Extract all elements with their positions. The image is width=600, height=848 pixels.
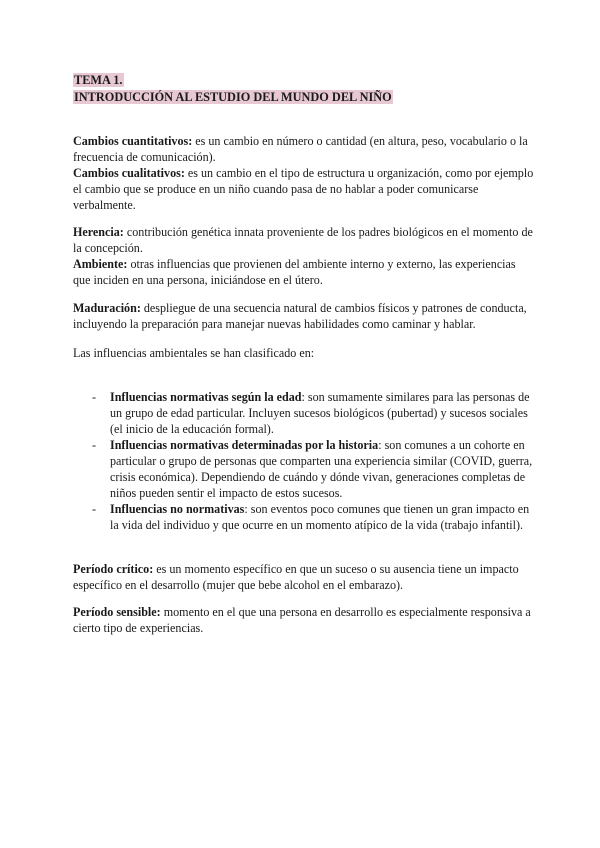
periodo-sensible-section xyxy=(73,604,535,636)
influencia-definition: : son eventos poco comunes que tienen un gran impacto en la vida del individuo y que ocurre en un momento atípico de la vida (trabajo infantil). xyxy=(110,502,530,532)
cambios-cualitativos-term: Cambios cualitativos: xyxy=(73,166,185,180)
cambios-cualitativos-definition: es un cambio en el tipo de estructura u organización, como por ejemplo el cambio que se produce en un niño cuando pasa de no hablar a poder comunicarse verbalmente. xyxy=(73,166,534,212)
periodo-critico-paragraph xyxy=(73,561,535,593)
influencias-intro-text: Las influencias ambientales se han clasificado en: xyxy=(73,346,315,360)
periodo-sensible-term: Período sensible: xyxy=(73,605,161,619)
ambiente-term: Ambiente: xyxy=(73,257,128,271)
list-item xyxy=(73,437,535,501)
maduracion-term: Maduración: xyxy=(73,301,141,315)
cambios-cuantitativos-paragraph xyxy=(73,133,535,165)
periodo-critico-section xyxy=(73,561,535,593)
periodo-critico-definition: es un momento específico en que un suceso o su ausencia tiene un impacto específico en el desarrollo (mujer que bebe alcohol en el embarazo). xyxy=(73,562,519,592)
cambios-cuantitativos-term: Cambios cuantitativos: xyxy=(73,134,193,148)
herencia-definition: contribución genética innata proveniente de los padres biológicos en el momento de la concepción. xyxy=(73,225,533,255)
periodo-sensible-definition: momento en el que una persona en desarrollo es especialmente responsiva a cierto tipo de experiencias. xyxy=(73,605,531,635)
periodo-critico-term: Período crítico: xyxy=(73,562,154,576)
influencia-definition: : son sumamente similares para las personas de un grupo de edad particular. Incluyen sucesos biológicos (pubertad) y sucesos sociales (el inicio de la educación formal). xyxy=(110,390,530,436)
influencia-term: Influencias no normativas xyxy=(110,502,245,516)
influencias-list xyxy=(73,389,535,533)
herencia-paragraph xyxy=(73,224,535,256)
herencia-term: Herencia: xyxy=(73,225,124,239)
cambios-section xyxy=(73,133,535,213)
influencia-term: Influencias normativas según la edad xyxy=(110,390,302,404)
influencias-intro xyxy=(73,345,535,361)
title-line-2: INTRODUCCIÓN AL ESTUDIO DEL MUNDO DEL NIÑO xyxy=(74,90,392,104)
maduracion-definition: despliegue de una secuencia natural de cambios físicos y patrones de conducta, incluyendo la preparación para manejar nuevas habilidades como caminar y hablar. xyxy=(73,301,527,331)
herencia-section xyxy=(73,224,535,288)
influencia-definition: : son comunes a un cohorte en particular o grupo de personas que comparten una experiencia similar (COVID, guerra, crisis económica). Dependiendo de cuándo y dónde vivan, generaciones completas de niños pueden sentir el impacto de estos sucesos. xyxy=(110,438,533,500)
document-title xyxy=(73,72,393,106)
cambios-cuantitativos-definition: es un cambio en número o cantidad (en altura, peso, vocabulario o la frecuencia de comunicación). xyxy=(73,134,528,164)
cambios-cualitativos-paragraph xyxy=(73,165,535,213)
ambiente-definition: otras influencias que provienen del ambiente interno y externo, las experiencias que inciden en una persona, iniciándose en el útero. xyxy=(73,257,516,287)
maduracion-paragraph xyxy=(73,300,535,332)
list-item xyxy=(73,389,535,437)
ambiente-paragraph xyxy=(73,256,535,288)
periodo-sensible-paragraph xyxy=(73,604,535,636)
list-dash: - xyxy=(92,390,97,404)
title-line-1: TEMA 1. xyxy=(74,73,123,87)
list-dash: - xyxy=(92,502,97,516)
influencia-term: Influencias normativas determinadas por la historia xyxy=(110,438,379,452)
maduracion-section xyxy=(73,300,535,332)
list-item xyxy=(73,501,535,533)
list-dash: - xyxy=(92,438,97,452)
